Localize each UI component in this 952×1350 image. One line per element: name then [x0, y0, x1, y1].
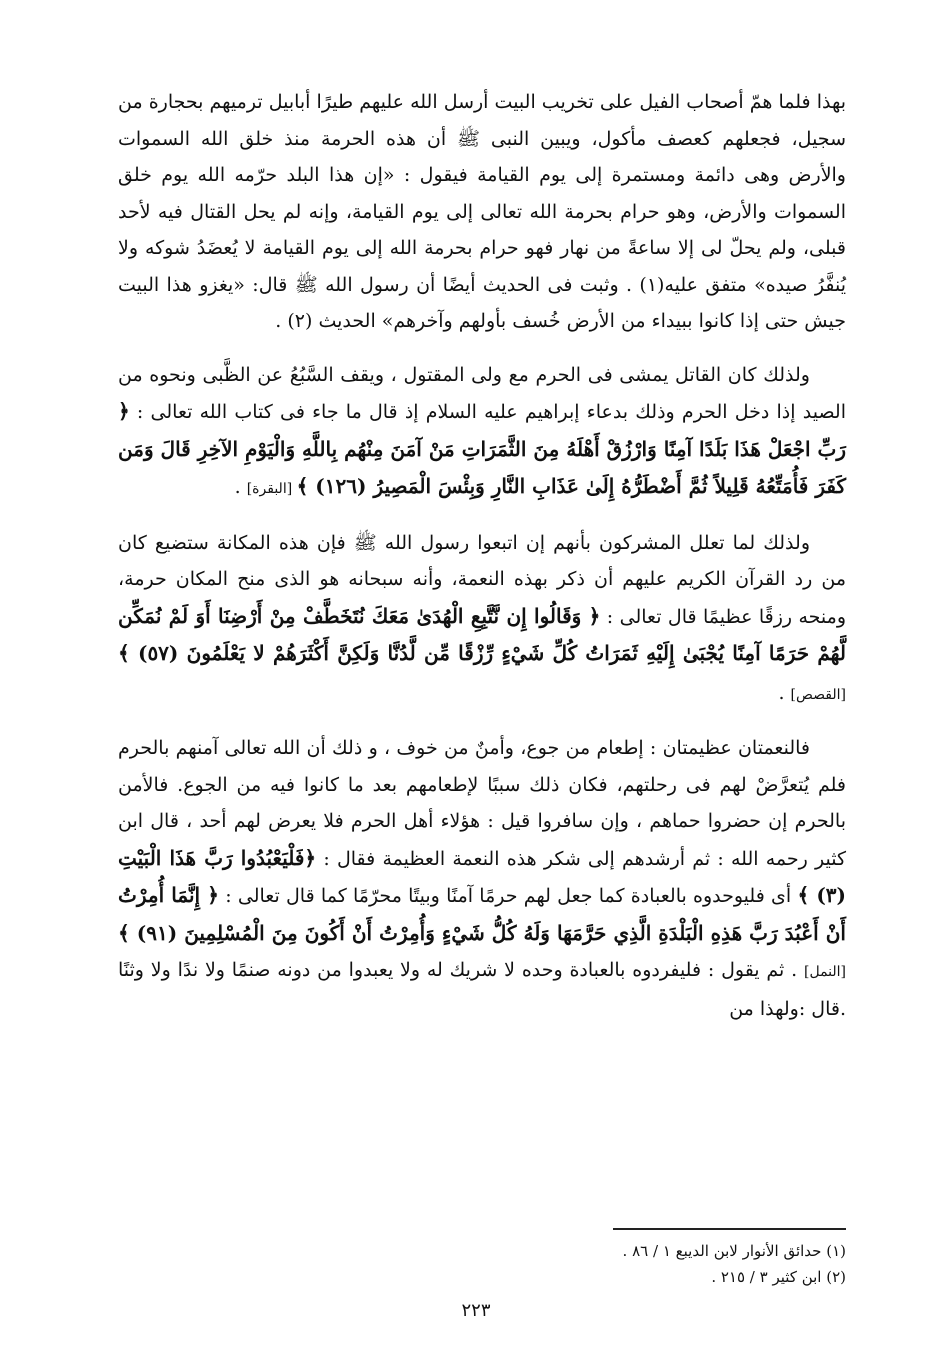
footnote-2: (٢) ابن كثير ٣ / ٢١٥ .: [711, 1268, 846, 1286]
surah-reference: [القصص]: [790, 686, 846, 703]
surah-reference: [البقرة]: [246, 481, 297, 497]
quran-verse: ﴿فَلْيَعْبُدُوا رَبَّ هَذَا الْبَيْتِ (٣) ﴾: [118, 845, 847, 907]
quran-verse: ﴿ رَبِّ اجْعَلْ هَذَا بَلَدًا آمِنًا وَارْزُقْ أَهْلَهُ مِنَ الثَّمَرَاتِ مَنْ آمَنَ مِنْهُم بِاللَّهِ وَالْيَوْمِ الآخِرِ قَالَ وَمَن كَفَرَ فَأُمَتِّعُهُ قَلِيلاً ثُمَّ أَضْطَرُّهُ إِلَىٰ عَذَابِ النَّارِ وَبِئْسَ الْمَصِيرُ (١٢٦) ﴾: [118, 399, 846, 498]
paragraph-1: [118, 84, 846, 340]
body-text: [118, 84, 846, 1044]
footnotes: [118, 1238, 846, 1290]
text-run: ولذلك لما تعلل المشركون بأنهم إن اتبعوا رسول الله ﷺ فإن هذه المكانة ستضيع كان من رد القرآن الكريم عليهم أن ذكر بهذه النعمة، وأنه سبحانه هو الذى منح المكان حرمة، ومنحه رزقًا عظيمًا قال تعالى :: [118, 531, 847, 628]
surah-reference: [النمل]: [804, 964, 846, 980]
text-run: فالنعمتان عظيمتان : إطعام من جوع، وأمنٌ من خوف ، و ذلك أن الله تعالى آمنهم بالحرم فلم يُتعرَّضْ لهم فى رحلتهم، فكان ذلك سببًا لإطعامهم بعد ما كانوا فيه من الجوع. فالأمن بالحرم إن حضروا حماهم ، وإن سافروا قيل : هؤلاء أهل الحرم فلا يعرض لهم أحد ، قال ابن كثير رحمه الله : ثم أرشدهم إلى شكر هذه النعمة العظيمة فقال :: [118, 737, 847, 870]
quran-verse: ﴿ إِنَّمَا أُمِرْتُ أَنْ أَعْبُدَ رَبَّ هَذِهِ الْبَلْدَةِ الَّذِي حَرَّمَهَا وَلَهُ كُلُّ شَيْءٍ وَأُمِرْتُ أَنْ أَكُونَ مِنَ الْمُسْلِمِينَ (٩١) ﴾: [118, 883, 846, 945]
text-run: أى فليوحدوه بالعبادة كما جعل لهم حرمًا آمنًا وبيتًا محرّمًا كما قال تعالى :: [218, 885, 798, 907]
text-run: . ثم يقول : فليفردوه بالعبادة وحده لا شريك له ولا يعبدوا من دونه صنمًا ولا ندًا ولا وثنًا .قال :ولهذا من: [118, 959, 846, 1020]
footnote-1: (١) حدائق الأنوار لابن الديبع ١ / ٨٦ .: [622, 1242, 846, 1260]
paragraph-3: [118, 525, 846, 714]
text-run: .: [234, 476, 247, 498]
paragraph-4: [118, 730, 846, 1027]
quran-verse: ﴿ وَقَالُوا إِن نَّتَّبِعِ الْهُدَىٰ مَعَكَ نُتَخَطَّفْ مِنْ أَرْضِنَا أَوَ لَمْ نُمَكِّن لَّهُمْ حَرَمًا آمِنًا يُجْبَىٰ إِلَيْهِ ثَمَرَاتُ كُلِّ شَيْءٍ رِّزْقًا مِّن لَّدُنَّا وَلَكِنَّ أَكْثَرَهُمْ لا يَعْلَمُونَ (٥٧) ﴾: [118, 603, 846, 665]
text-run: .: [778, 681, 791, 704]
page-number: ٢٢٣: [461, 1300, 491, 1321]
text-run: بهذا فلما همّ أصحاب الفيل على تخريب البيت أرسل الله عليهم طيرًا أبابيل ترميهم بحجارة من سجيل، فجعلهم كعصف مأكول، ويبين النبى ﷺ أن هذه الحرمة منذ خلق الله السموات والأرض وهى دائمة ومستمرة إلى يوم القيامة فيقول : «إن هذا البلد حرّمه الله يوم خلق السموات والأرض، وهو حرام بحرمة الله تعالى إلى يوم القيامة، وإنه لم يحل القتال فيه لأحد قبلى، ولم يحلّ لى إلا ساعةً من نهار فهو حرام بحرمة الله إلى يوم القيامة لا يُعضَدُ شوكه ولا يُنفَّرُ صيده» متفق عليه(١) . وثبت فى الحديث أيضًا أن رسول الله ﷺ قال: «يغزو هذا البيت جيش حتى إذا كانوا ببيداء من الأرض خُسف بأولهم وآخرهم» الحديث (٢) .: [118, 91, 846, 332]
footnote-separator: [613, 1228, 846, 1230]
text-run: ولذلك كان القاتل يمشى فى الحرم مع ولى المقتول ، ويقف السَّبُعُ عن الظَّبى ونحوه من الصيد إذا دخل الحرم وذلك بدعاء إبراهيم عليه السلام إذ قال ما جاء فى كتاب الله تعالى :: [118, 363, 846, 423]
paragraph-2: [118, 357, 846, 508]
